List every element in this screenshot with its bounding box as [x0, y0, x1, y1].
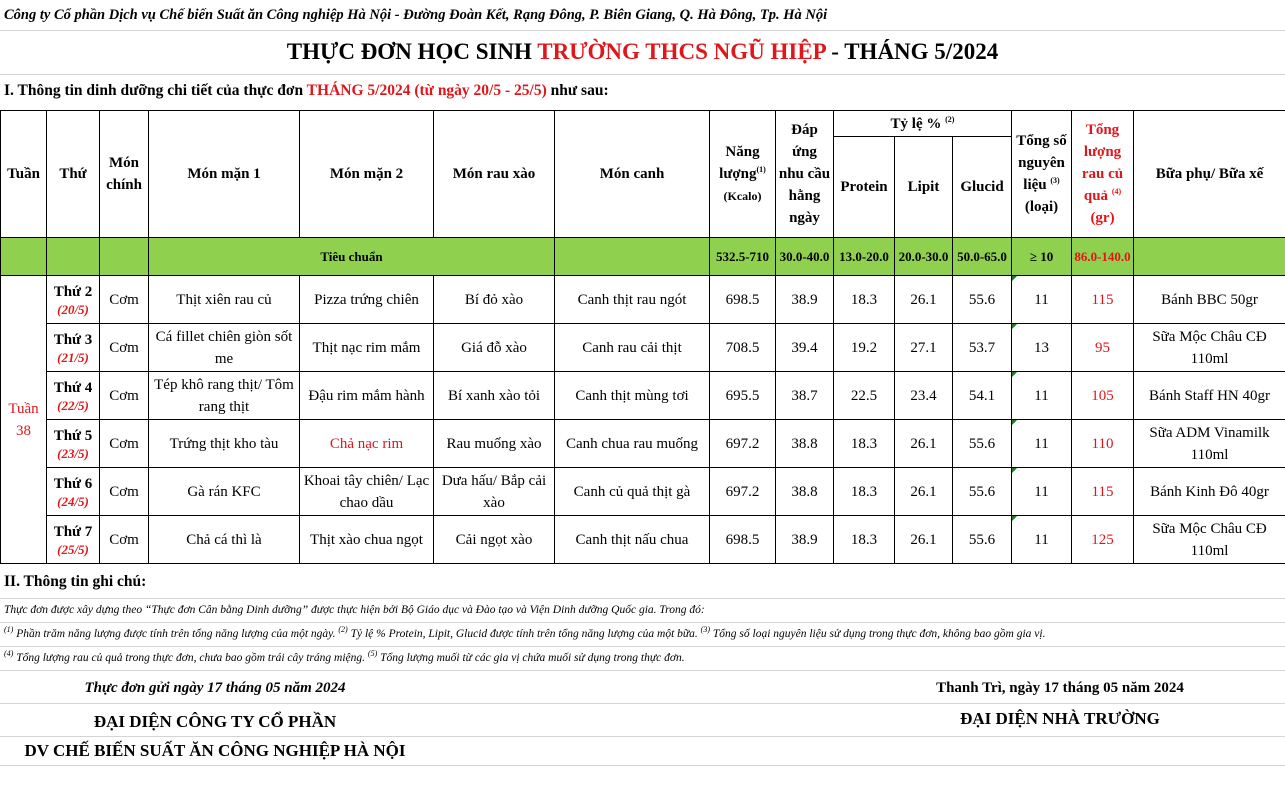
company-info: Công ty Cổ phần Dịch vụ Chế biến Suất ăn Công nghiệp Hà Nội - Đường Đoàn Kết, Rạng Đông, P. Biên Giang, Q. Hà Đông, Tp. Hà Nội — [4, 7, 828, 23]
mon-man-2: Khoai tây chiên/ Lạc chao dầu — [300, 468, 434, 516]
mon-rau-xao: Bí đỏ xào — [434, 276, 555, 324]
sent-date: Thực đơn gửi ngày 17 tháng 05 năm 2024 — [84, 680, 346, 696]
glucid: 54.1 — [953, 372, 1012, 420]
note-2: Tỷ lệ % Protein, Lipit, Glucid được tính trên tổng năng lượng của một bữa. — [347, 628, 701, 640]
table-row — [1, 468, 1285, 516]
day-name: Thứ 5 — [53, 427, 93, 444]
header-mon-man-2: Món mặn 2 — [300, 111, 434, 238]
std-protein: 13.0-20.0 — [834, 238, 895, 276]
mon-canh: Canh rau cải thịt — [555, 324, 710, 372]
section1-heading — [0, 74, 1285, 108]
std-lipit: 20.0-30.0 — [895, 238, 953, 276]
header-nang-luong-unit: (Kcalo) — [723, 189, 762, 203]
std-tong-rau: 86.0-140.0 — [1072, 238, 1134, 276]
header-mon-rau-xao: Món rau xào — [434, 111, 555, 238]
tong-nguyen-lieu: 11 — [1012, 420, 1072, 468]
note-1: Phần trăm năng lượng được tính trên tổng năng lượng của một ngày. — [13, 628, 339, 640]
day-cell — [47, 372, 100, 420]
protein: 18.3 — [834, 420, 895, 468]
bua-phu: Sữa Mộc Châu CĐ 110ml — [1134, 516, 1285, 564]
std-dap-ung: 30.0-40.0 — [776, 238, 834, 276]
mon-chinh: Cơm — [100, 468, 149, 516]
day-name: Thứ 7 — [53, 523, 93, 540]
header-tong-nl-sup: (3) — [1050, 176, 1060, 185]
mon-rau-xao: Cải ngọt xào — [434, 516, 555, 564]
protein: 18.3 — [834, 276, 895, 324]
lipit: 26.1 — [895, 420, 953, 468]
mon-canh: Canh chua rau muống — [555, 420, 710, 468]
lipit: 26.1 — [895, 468, 953, 516]
mon-man-2: Pizza trứng chiên — [300, 276, 434, 324]
protein: 18.3 — [834, 468, 895, 516]
lipit: 26.1 — [895, 276, 953, 324]
table-row — [1, 276, 1285, 324]
day-cell — [47, 276, 100, 324]
header-glucid: Glucid — [953, 137, 1012, 238]
header-tong-nl-label: Tổng số nguyên liệu — [1016, 133, 1067, 193]
mon-canh: Canh thịt rau ngót — [555, 276, 710, 324]
note-intro: Thực đơn được xây dựng theo “Thực đơn Cân bằng Dinh dưỡng” được thực hiện bởi Bộ Giáo dục và Đào tạo và Viện Dinh dưỡng Quốc gia. Trong đó: — [4, 604, 705, 616]
glucid: 55.6 — [953, 420, 1012, 468]
std-empty — [1134, 238, 1285, 276]
section1-period: THÁNG 5/2024 (từ ngày 20/5 - 25/5) — [306, 82, 547, 99]
tong-nguyen-lieu: 11 — [1012, 372, 1072, 420]
glucid: 55.6 — [953, 276, 1012, 324]
lipit: 26.1 — [895, 516, 953, 564]
note-3-sup: (3) — [700, 625, 710, 635]
mon-man-1: Thịt xiên rau củ — [149, 276, 300, 324]
day-date: (22/5) — [57, 397, 89, 413]
std-glucid: 50.0-65.0 — [953, 238, 1012, 276]
mon-rau-xao: Rau muống xào — [434, 420, 555, 468]
dap-ung: 39.4 — [776, 324, 834, 372]
header-tong-nl-unit: (loại) — [1024, 199, 1059, 215]
day-name: Thứ 3 — [53, 331, 93, 348]
dap-ung: 38.9 — [776, 276, 834, 324]
std-label: Tiêu chuẩn — [149, 238, 555, 276]
day-date: (24/5) — [57, 493, 89, 509]
note-2-sup: (2) — [338, 625, 348, 635]
note-5: Tổng lượng muối từ các gia vị chứa muối sử dụng trong thực đơn. — [377, 652, 685, 664]
glucid: 55.6 — [953, 516, 1012, 564]
note-5-sup: (5) — [367, 649, 378, 659]
tong-rau: 105 — [1072, 372, 1134, 420]
mon-canh: Canh thịt mùng tơi — [555, 372, 710, 420]
day-date: (20/5) — [57, 301, 89, 317]
tong-rau: 110 — [1072, 420, 1134, 468]
table-header-row — [1, 111, 1285, 137]
dap-ung: 38.8 — [776, 468, 834, 516]
mon-chinh: Cơm — [100, 516, 149, 564]
header-ty-le-sup: (2) — [945, 114, 955, 124]
bua-phu: Sữa Mộc Châu CĐ 110ml — [1134, 324, 1285, 372]
company-rep-line-1: ĐẠI DIỆN CÔNG TY CỔ PHẦN — [93, 712, 337, 731]
day-date: (25/5) — [57, 541, 89, 557]
mon-chinh: Cơm — [100, 372, 149, 420]
nang-luong: 708.5 — [710, 324, 776, 372]
day-cell — [47, 468, 100, 516]
nang-luong: 695.5 — [710, 372, 776, 420]
glucid: 55.6 — [953, 468, 1012, 516]
std-empty — [1, 238, 47, 276]
section1-prefix: I. Thông tin dinh dưỡng chi tiết của thực đơn — [4, 82, 307, 99]
section2-heading: II. Thông tin ghi chú: — [4, 573, 147, 590]
header-tuan: Tuần — [1, 111, 47, 238]
mon-chinh: Cơm — [100, 324, 149, 372]
tong-rau: 115 — [1072, 276, 1134, 324]
tong-rau: 125 — [1072, 516, 1134, 564]
header-dap-ung: Đáp ứng nhu cầu hằng ngày — [776, 111, 834, 238]
std-empty — [555, 238, 710, 276]
table-row — [1, 420, 1285, 468]
tong-rau: 115 — [1072, 468, 1134, 516]
mon-man-2: Chả nạc rim — [300, 420, 434, 468]
header-nang-luong-label: Năng lượng — [719, 144, 760, 182]
company-rep-line-2: DV CHẾ BIẾN SUẤT ĂN CÔNG NGHIỆP HÀ NỘI — [24, 741, 406, 760]
table-row — [1, 324, 1285, 372]
header-ty-le — [834, 111, 1012, 137]
mon-canh: Canh củ quả thịt gà — [555, 468, 710, 516]
std-empty — [47, 238, 100, 276]
mon-man-1: Cá fillet chiên giòn sốt me — [149, 324, 300, 372]
note-4-sup: (4) — [4, 649, 14, 659]
bua-phu: Bánh BBC 50gr — [1134, 276, 1285, 324]
day-name: Thứ 2 — [53, 283, 93, 300]
header-thu: Thứ — [47, 111, 100, 238]
note-4: Tổng lượng rau củ quả trong thực đơn, chưa bao gồm trái cây tráng miệng. — [13, 652, 368, 664]
header-tong-rau-sup: (4) — [1111, 187, 1122, 196]
dap-ung: 38.8 — [776, 420, 834, 468]
table-row — [1, 372, 1285, 420]
day-name: Thứ 4 — [53, 379, 93, 396]
bua-phu: Bánh Kinh Đô 40gr — [1134, 468, 1285, 516]
tong-nguyen-lieu: 11 — [1012, 516, 1072, 564]
school-representative: ĐẠI DIỆN NHÀ TRƯỜNG — [960, 709, 1160, 728]
std-empty — [100, 238, 149, 276]
dap-ung: 38.7 — [776, 372, 834, 420]
page-title — [0, 30, 1285, 74]
protein: 19.2 — [834, 324, 895, 372]
note-3: Tổng số loại nguyên liệu sử dụng trong thực đơn, không bao gồm gia vị. — [710, 628, 1046, 640]
mon-man-1: Gà rán KFC — [149, 468, 300, 516]
glucid: 53.7 — [953, 324, 1012, 372]
standard-row — [1, 238, 1285, 276]
lipit: 27.1 — [895, 324, 953, 372]
tong-nguyen-lieu: 11 — [1012, 276, 1072, 324]
title-prefix: THỰC ĐƠN HỌC SINH — [286, 39, 538, 64]
title-suffix: - THÁNG 5/2024 — [825, 39, 999, 64]
bua-phu: Sữa ADM Vinamilk 110ml — [1134, 420, 1285, 468]
mon-canh: Canh thịt nấu chua — [555, 516, 710, 564]
header-nang-luong-sup: (1) — [756, 165, 766, 174]
bua-phu: Bánh Staff HN 40gr — [1134, 372, 1285, 420]
header-tong-rau — [1072, 111, 1134, 238]
header-tong-rau-unit: (gr) — [1090, 210, 1115, 226]
day-cell — [47, 324, 100, 372]
note-line-2 — [0, 646, 1285, 670]
section1-suffix: như sau: — [546, 82, 609, 99]
day-cell — [47, 516, 100, 564]
mon-rau-xao: Dưa hấu/ Bắp cải xào — [434, 468, 555, 516]
place-date: Thanh Trì, ngày 17 tháng 05 năm 2024 — [936, 680, 1184, 696]
header-mon-chinh: Món chính — [100, 111, 149, 238]
mon-rau-xao: Bí xanh xào tỏi — [434, 372, 555, 420]
week-label: Tuần 38 — [1, 276, 47, 564]
table-row — [1, 516, 1285, 564]
day-name: Thứ 6 — [53, 475, 93, 492]
day-date: (23/5) — [57, 445, 89, 461]
mon-man-1: Tép khô rang thịt/ Tôm rang thịt — [149, 372, 300, 420]
header-tong-nguyen-lieu — [1012, 111, 1072, 238]
tong-nguyen-lieu: 13 — [1012, 324, 1072, 372]
nang-luong: 697.2 — [710, 468, 776, 516]
mon-rau-xao: Giá đỗ xào — [434, 324, 555, 372]
day-cell — [47, 420, 100, 468]
std-nang-luong: 532.5-710 — [710, 238, 776, 276]
mon-man-1: Chả cá thì là — [149, 516, 300, 564]
protein: 22.5 — [834, 372, 895, 420]
header-bua-phu: Bữa phụ/ Bữa xế — [1134, 111, 1285, 238]
header-mon-canh: Món canh — [555, 111, 710, 238]
mon-man-2: Thịt nạc rim mắm — [300, 324, 434, 372]
header-protein: Protein — [834, 137, 895, 238]
header-tong-rau-label: Tổng lượng rau củ quả — [1081, 122, 1124, 204]
title-school: TRƯỜNG THCS NGŨ HIỆP — [537, 39, 826, 64]
menu-table — [0, 110, 1285, 564]
mon-man-2: Thịt xào chua ngọt — [300, 516, 434, 564]
mon-chinh: Cơm — [100, 276, 149, 324]
lipit: 23.4 — [895, 372, 953, 420]
mon-chinh: Cơm — [100, 420, 149, 468]
std-tong-nl: ≥ 10 — [1012, 238, 1072, 276]
note-1-sup: (1) — [4, 625, 14, 635]
header-lipit: Lipit — [895, 137, 953, 238]
nang-luong: 697.2 — [710, 420, 776, 468]
tong-nguyen-lieu: 11 — [1012, 468, 1072, 516]
note-line-1 — [0, 622, 1285, 646]
dap-ung: 38.9 — [776, 516, 834, 564]
nang-luong: 698.5 — [710, 276, 776, 324]
mon-man-2: Đậu rim mắm hành — [300, 372, 434, 420]
day-date: (21/5) — [57, 349, 89, 365]
nang-luong: 698.5 — [710, 516, 776, 564]
tong-rau: 95 — [1072, 324, 1134, 372]
protein: 18.3 — [834, 516, 895, 564]
header-ty-le-label: Tỷ lệ % — [890, 115, 942, 132]
header-mon-man-1: Món mặn 1 — [149, 111, 300, 238]
mon-man-1: Trứng thịt kho tàu — [149, 420, 300, 468]
header-nang-luong — [710, 111, 776, 238]
